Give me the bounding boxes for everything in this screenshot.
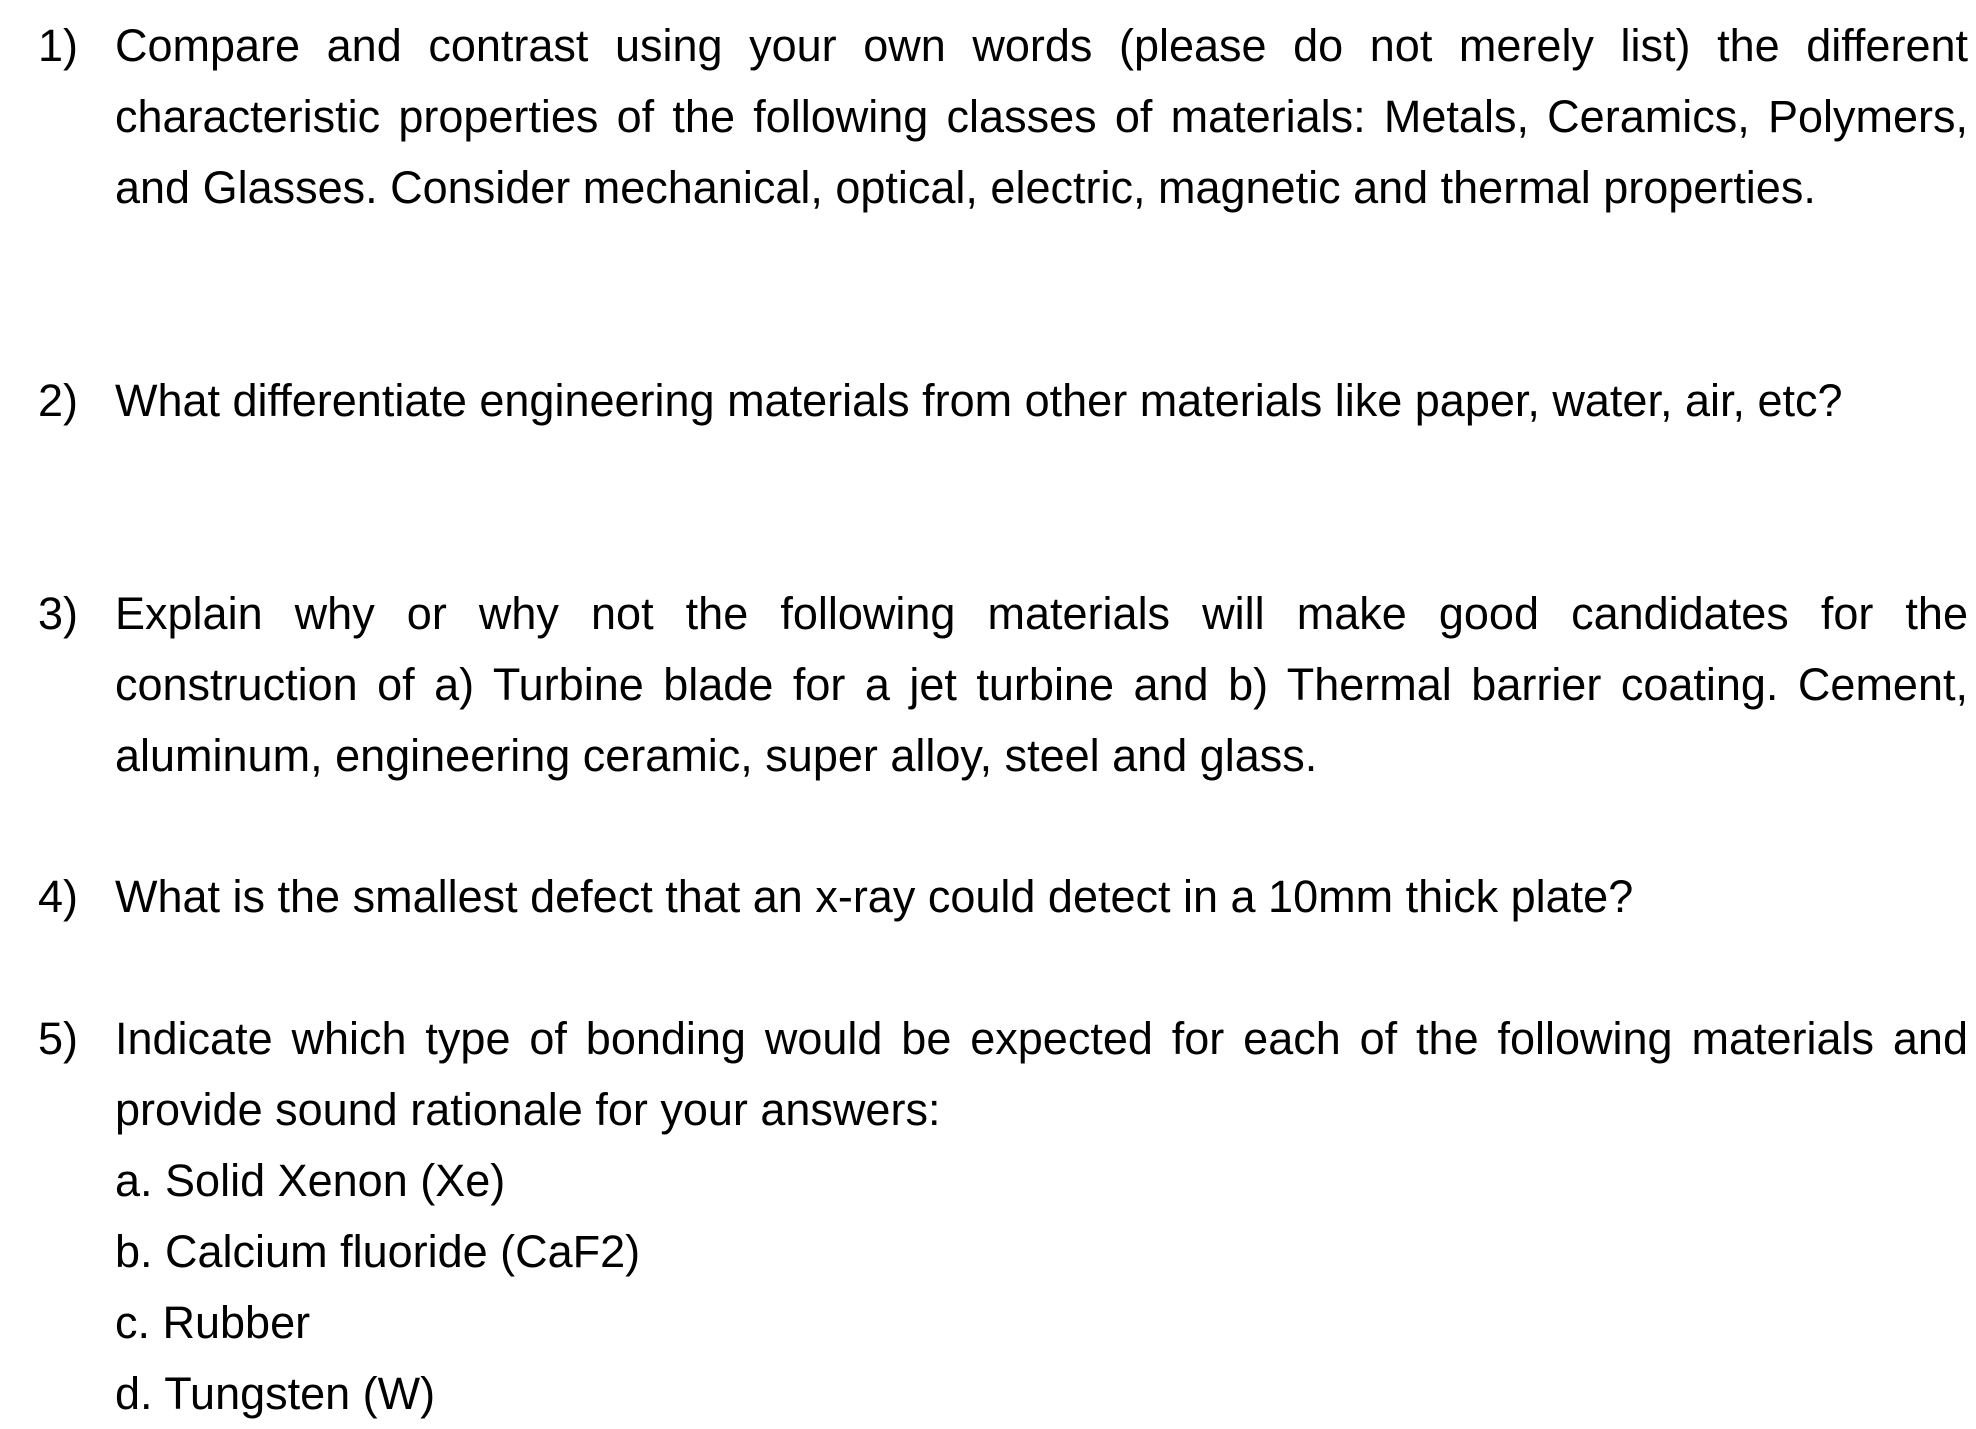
question-5: [38, 1003, 1968, 1429]
list-item: b. Calcium fluoride (CaF2): [115, 1226, 641, 1277]
list-item: d. Tungsten (W): [115, 1368, 436, 1419]
question-text: Compare and contrast using your own words (please do not merely list) the different characteristic properties of the following classes of materials: Metals, Ceramics, Polymers, and Glasses. Consider mechanical, optical, electric, magnetic and thermal properties.: [115, 20, 1968, 213]
question-number: 2): [38, 375, 79, 426]
question-4: [38, 861, 1938, 932]
question-number: 4): [38, 871, 79, 922]
question-text: What is the smallest defect that an x-ray could detect in a 10mm thick plate?: [115, 871, 1634, 922]
question-2: [38, 365, 1938, 436]
question-number: 5): [38, 1013, 79, 1064]
question-text: Explain why or why not the following materials will make good candidates for the construction of a) Turbine blade for a jet turbine and b) Thermal barrier coating. Cement, aluminum, engineering ceramic, super alloy, steel and glass.: [115, 588, 1968, 781]
question-text: What differentiate engineering materials from other materials like paper, water, air, etc?: [115, 375, 1843, 426]
question-number: 1): [38, 20, 79, 71]
question-text: Indicate which type of bonding would be expected for each of the following materials and provide sound rationale for your answers:: [115, 1013, 1968, 1135]
question-3: [38, 578, 1968, 791]
question-1: [38, 10, 1968, 223]
list-item: c. Rubber: [115, 1297, 311, 1348]
question-number: 3): [38, 588, 79, 639]
list-item: a. Solid Xenon (Xe): [115, 1155, 506, 1206]
